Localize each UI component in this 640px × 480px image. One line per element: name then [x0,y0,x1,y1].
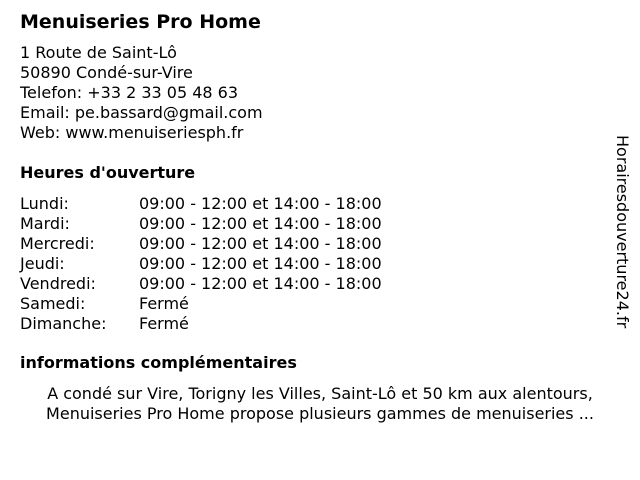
day-label: Lundi: [20,194,69,213]
website: Web: www.menuiseriesph.fr [20,123,244,142]
email-address: Email: pe.bassard@gmail.com [20,103,263,122]
day-label: Samedi: [20,294,86,313]
time-value: 09:00 - 12:00 et 14:00 - 18:00 [139,194,382,213]
time-value: 09:00 - 12:00 et 14:00 - 18:00 [139,214,382,233]
time-value: 09:00 - 12:00 et 14:00 - 18:00 [139,234,382,253]
day-label: Vendredi: [20,274,96,293]
additional-info-text [0,384,640,424]
opening-hours-heading: Heures d'ouverture [20,163,196,182]
time-value: 09:00 - 12:00 et 14:00 - 18:00 [139,274,382,293]
hours-row-friday [20,274,382,294]
time-value: Fermé [139,294,189,313]
opening-hours-table [20,194,382,334]
phone-number: Telefon: +33 2 33 05 48 63 [20,83,239,102]
day-label: Mercredi: [20,234,95,253]
day-label: Jeudi: [20,254,65,273]
site-watermark: Horairesdouverture24.fr [613,135,632,329]
hours-row-monday [20,194,382,214]
address-street: 1 Route de Saint-Lô [20,43,177,62]
hours-row-saturday [20,294,382,314]
time-value: Fermé [139,314,189,333]
hours-row-tuesday [20,214,382,234]
day-label: Mardi: [20,214,70,233]
contact-block [20,43,263,143]
time-value: 09:00 - 12:00 et 14:00 - 18:00 [139,254,382,273]
info-line: A condé sur Vire, Torigny les Villes, Saint-Lô et 50 km aux alentours, [47,384,593,403]
hours-row-sunday [20,314,382,334]
additional-info-heading: informations complémentaires [20,353,297,372]
hours-row-thursday [20,254,382,274]
day-label: Dimanche: [20,314,107,333]
business-name: Menuiseries Pro Home [20,11,261,33]
info-line: Menuiseries Pro Home propose plusieurs gammes de menuiseries ... [46,404,594,423]
hours-row-wednesday [20,234,382,254]
address-city: 50890 Condé-sur-Vire [20,63,193,82]
